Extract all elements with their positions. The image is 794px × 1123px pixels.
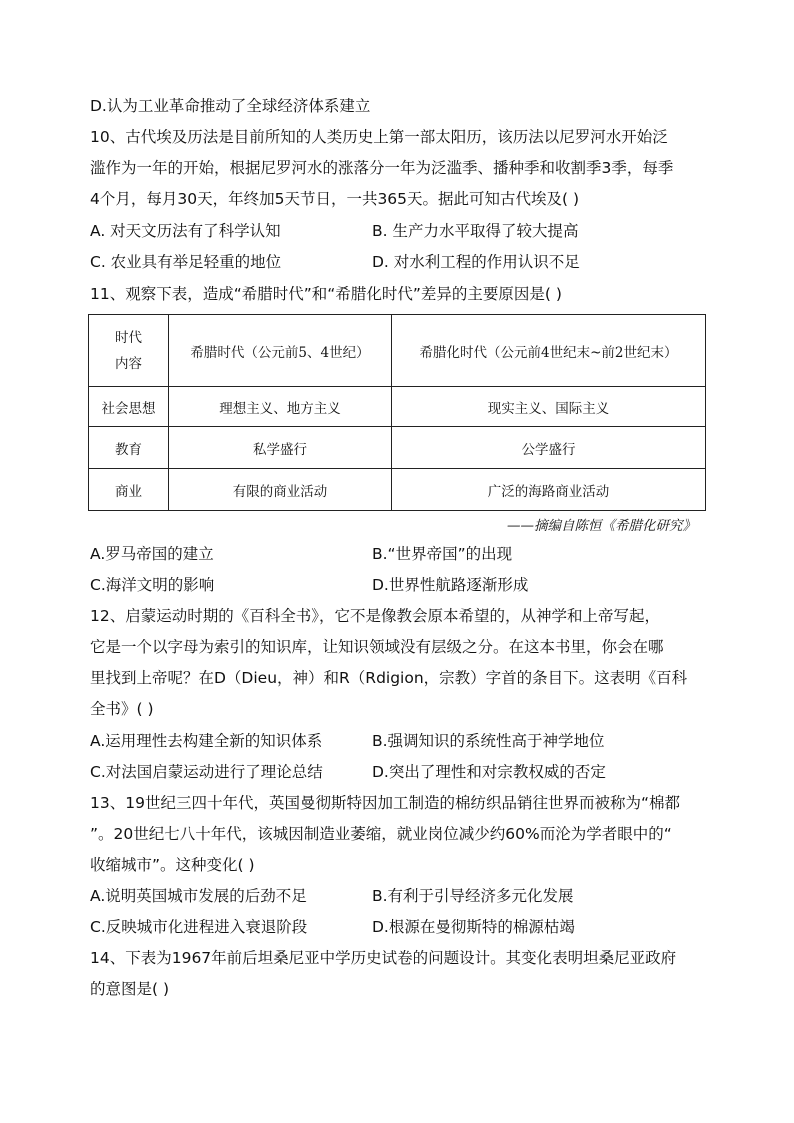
row-label: 社会思想	[89, 387, 169, 427]
table-row	[89, 427, 706, 469]
row-cell-col1: 有限的商业活动	[169, 469, 392, 511]
table-header-col2: 希腊化时代（公元前4世纪末~前2世纪末）	[392, 315, 706, 387]
question-12-line-2: 它是一个以字母为索引的知识库，让知识领域没有层级之分。在这本书里，你会在哪	[90, 638, 664, 656]
q12-option-d: D.突出了理性和对宗教权威的否定	[372, 763, 606, 781]
table-row	[89, 469, 706, 511]
question-10-line-1: 10、古代埃及历法是目前所知的人类历史上第一部太阳历，该历法以尼罗河水开始泛	[90, 128, 668, 146]
question-13-line-2: ”。20世纪七八十年代，该城因制造业萎缩，就业岗位减少约60%而沦为学者眼中的“	[90, 825, 672, 843]
table-header-col1: 希腊时代（公元前5、4世纪）	[169, 315, 392, 387]
row-cell-col2: 广泛的海路商业活动	[392, 469, 706, 511]
question-13-line-1: 13、19世纪三四十年代，英国曼彻斯特因加工制造的棉纺织品销往世界而被称为“棉都	[90, 794, 680, 812]
q13-option-d: D.根源在曼彻斯特的棉源枯竭	[372, 918, 575, 936]
question-12-line-1: 12、启蒙运动时期的《百科全书》，它不是像教会原本希望的，从神学和上帝写起，	[90, 607, 660, 625]
question-13-line-3: 收缩城市”。这种变化( )	[90, 856, 255, 874]
question-12-line-4: 全书》( )	[90, 700, 154, 718]
q11-option-b: B.“世界帝国”的出现	[372, 545, 513, 563]
row-label: 教育	[89, 427, 169, 469]
table-source-citation: ——摘编自陈恒《希腊化研究》	[507, 518, 696, 534]
q10-option-c: C. 农业具有举足轻重的地位	[90, 253, 282, 271]
q13-option-b: B.有利于引导经济多元化发展	[372, 887, 574, 905]
row-label: 商业	[89, 469, 169, 511]
row-cell-col1: 私学盛行	[169, 427, 392, 469]
question-10-line-2: 滥作为一年的开始，根据尼罗河水的涨落分一年为泛滥季、播种季和收割季3季，每季	[90, 159, 674, 177]
comparison-table	[88, 314, 706, 511]
q13-option-c: C.反映城市化进程进入衰退阶段	[90, 918, 308, 936]
question-12-line-3: 里找到上帝呢？在D（Dieu，神）和R（Rdigion，宗教）字首的条目下。这表明《百科	[90, 669, 688, 687]
row-cell-col1: 理想主义、地方主义	[169, 387, 392, 427]
corner-top-label: 时代	[115, 329, 142, 346]
q11-option-a: A.罗马帝国的建立	[90, 545, 214, 563]
q12-option-a: A.运用理性去构建全新的知识体系	[90, 732, 323, 750]
question-10-line-3: 4个月，每月30天，年终加5天节日，一共365天。据此可知古代埃及( )	[90, 190, 580, 208]
q10-option-d: D. 对水利工程的作用认识不足	[372, 253, 580, 271]
question-14-line-1: 14、下表为1967年前后坦桑尼亚中学历史试卷的问题设计。其变化表明坦桑尼亚政府	[90, 949, 677, 967]
row-cell-col2: 公学盛行	[392, 427, 706, 469]
question-11: 11、观察下表，造成“希腊时代”和“希腊化时代”差异的主要原因是( )	[90, 285, 562, 303]
corner-bottom-label: 内容	[115, 355, 142, 372]
q10-option-a: A. 对天文历法有了科学认知	[90, 222, 281, 240]
question-14-line-2: 的意图是( )	[90, 980, 170, 998]
q11-option-d: D.世界性航路逐渐形成	[372, 576, 529, 594]
q13-option-a: A.说明英国城市发展的后劲不足	[90, 887, 307, 905]
q12-option-c: C.对法国启蒙运动进行了理论总结	[90, 763, 323, 781]
table-corner-cell	[89, 315, 169, 387]
option-d-previous: D.认为工业革命推动了全球经济体系建立	[90, 97, 371, 115]
q12-option-b: B.强调知识的系统性高于神学地位	[372, 732, 605, 750]
table-row	[89, 387, 706, 427]
q11-option-c: C.海洋文明的影响	[90, 576, 215, 594]
row-cell-col2: 现实主义、国际主义	[392, 387, 706, 427]
q10-option-b: B. 生产力水平取得了较大提高	[372, 222, 579, 240]
